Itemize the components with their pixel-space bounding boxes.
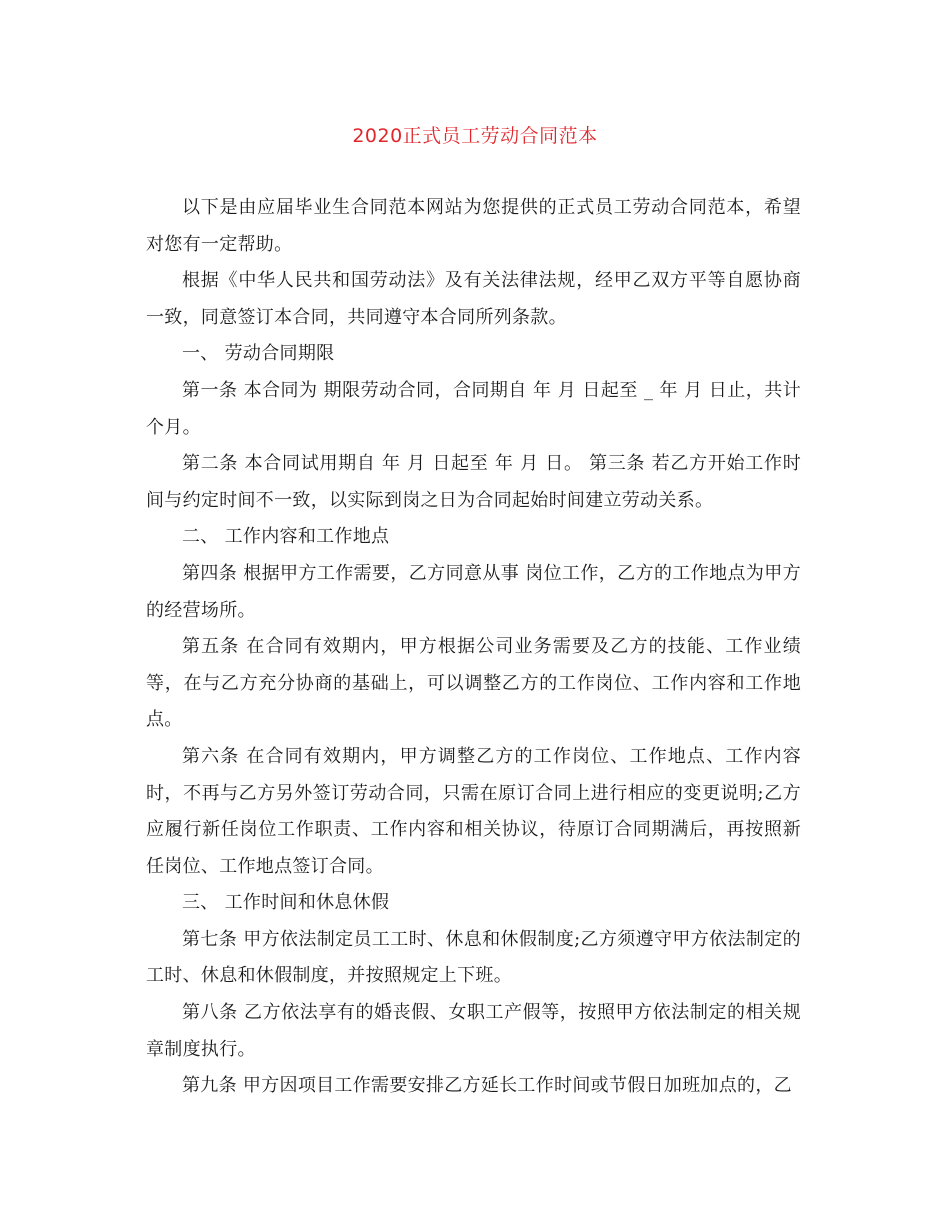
document-body (146, 190, 801, 1105)
section-heading-working-hours: 三、 工作时间和休息休假 (182, 892, 390, 914)
article-2-3: 第二条 本合同试用期自 年 月 日起至 年 月 日。 第三条 若乙方开始工作时间与约定时间不一致，以实际到岗之日为合同起始时间建立劳动关系。 (146, 453, 801, 511)
article-5: 第五条 在合同有效期内，甲方根据公司业务需要及乙方的技能、工作业绩等，在与乙方充分协商的基础上，可以调整乙方的工作岗位、工作内容和工作地点。 (146, 636, 801, 731)
article-4: 第四条 根据甲方工作需要，乙方同意从事 岗位工作，乙方的工作地点为甲方的经营场所。 (146, 562, 801, 621)
section-heading-contract-term: 一、 劳动合同期限 (182, 343, 335, 365)
article-9: 第九条 甲方因项目工作需要安排乙方延长工作时间或节假日加班加点的，乙 (182, 1075, 792, 1097)
article-8: 第八条 乙方依法享有的婚丧假、女职工产假等，按照甲方依法制定的相关规章制度执行。 (146, 1002, 801, 1060)
article-7: 第七条 甲方依法制定员工工时、休息和休假制度;乙方须遵守甲方依法制定的工时、休息和休假制度，并按照规定上下班。 (146, 928, 801, 987)
article-1: 第一条 本合同为 期限劳动合同，合同期自 年 月 日起至 _ 年 月 日止，共计 个月。 (146, 379, 801, 438)
section-heading-work-content: 二、 工作内容和工作地点 (182, 526, 390, 548)
document-title: 2020正式员工劳动合同范本 (352, 125, 598, 147)
article-6: 第六条 在合同有效期内，甲方调整乙方的工作岗位、工作地点、工作内容时，不再与乙方另外签订劳动合同，只需在原订合同上进行相应的变更说明;乙方应履行新任岗位工作职责、工作内容和相关协议，待原订合同期满后，再按照新任岗位、工作地点签订合同。 (146, 745, 801, 877)
paragraph-basis: 根据《中华人民共和国劳动法》及有关法律法规，经甲乙双方平等自愿协商一致，同意签订本合同，共同遵守本合同所列条款。 (146, 270, 801, 328)
paragraph-intro: 以下是由应届毕业生合同范本网站为您提供的正式员工劳动合同范本，希望对您有一定帮助。 (146, 197, 801, 255)
